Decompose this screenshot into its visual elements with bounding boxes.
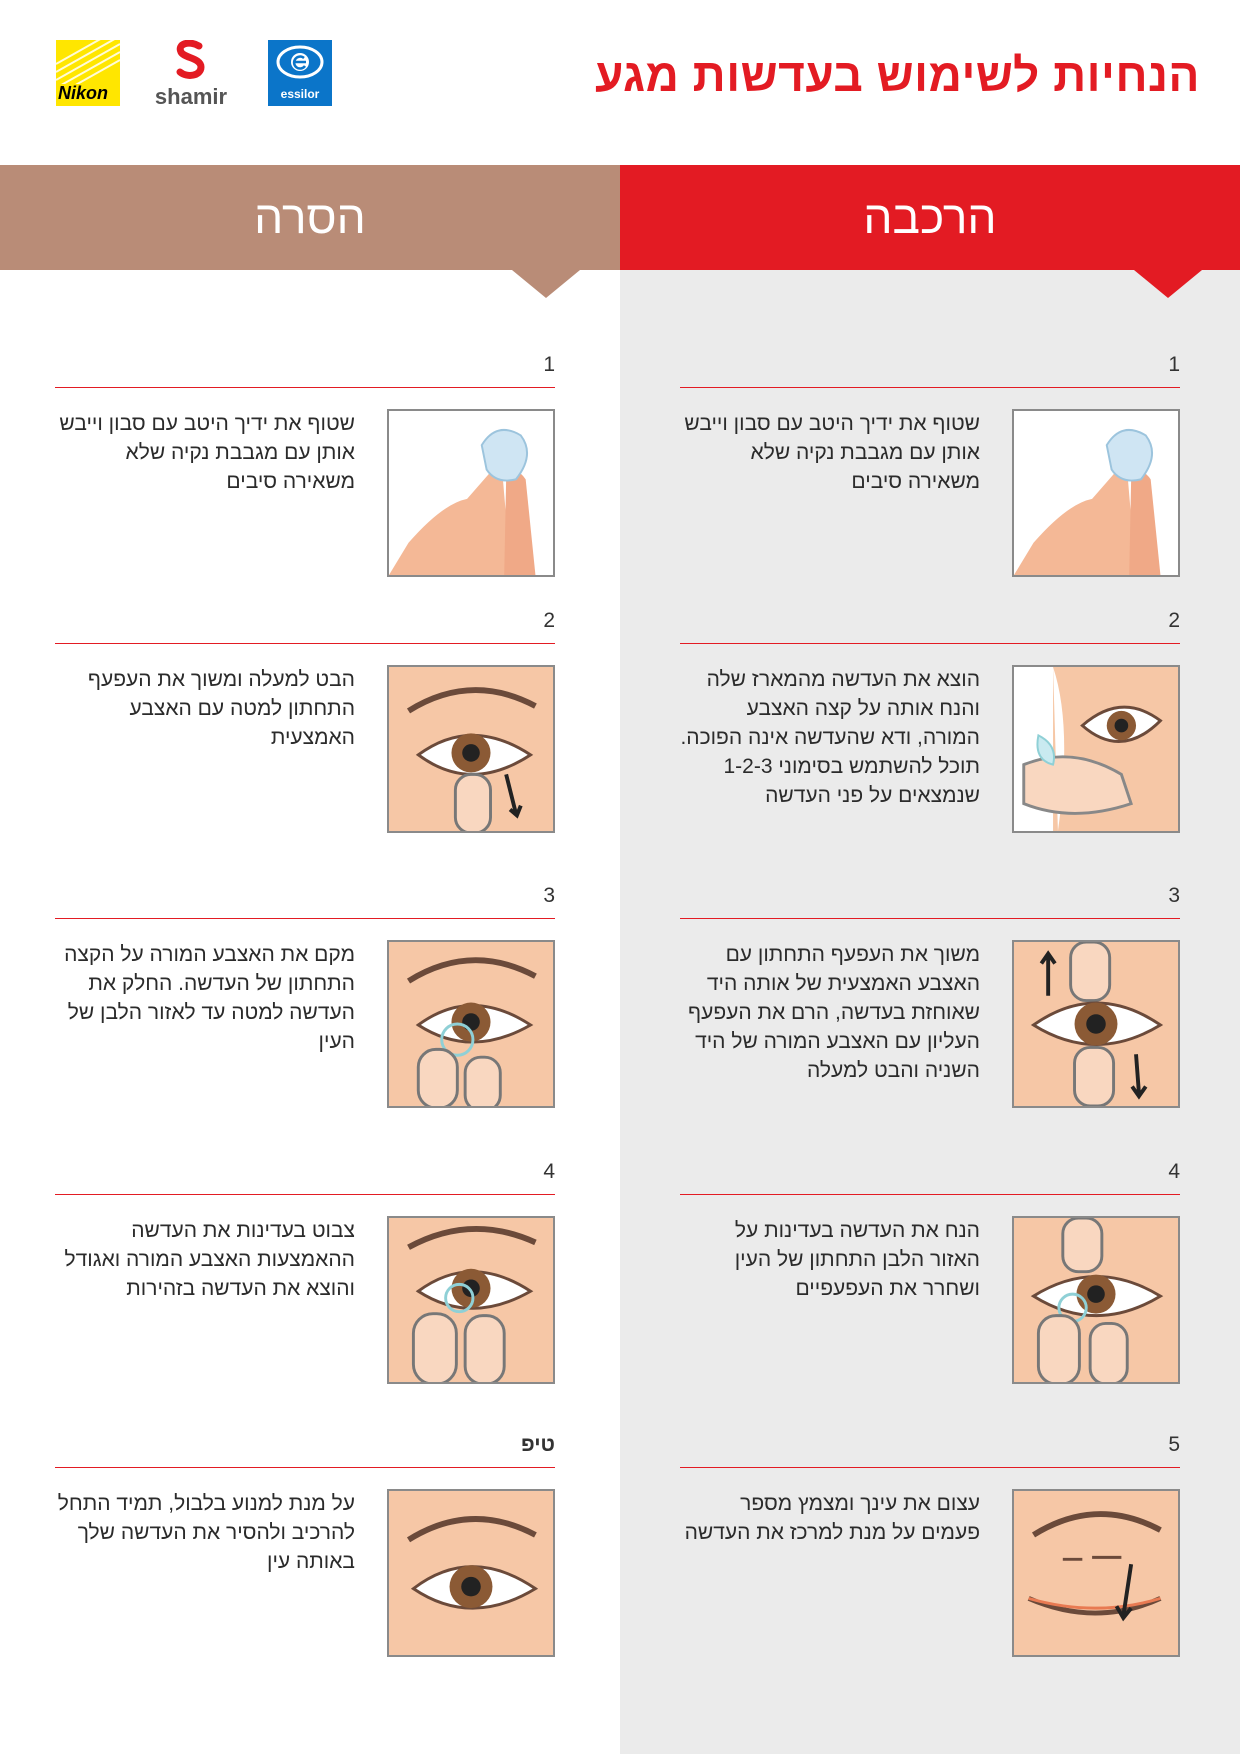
divider xyxy=(680,1467,1180,1468)
nikon-logo xyxy=(56,40,120,106)
nikon-logo-text: Nikon xyxy=(58,83,109,103)
step-text: שטוף את ידיך היטב עם סבון וייבש אותן עם מגבבת נקיה שלא משאירה סיבים xyxy=(684,412,980,493)
divider xyxy=(55,387,555,388)
step-number: 3 xyxy=(543,884,555,907)
step-number: 3 xyxy=(1168,884,1180,907)
place-lens-icon xyxy=(1012,1216,1180,1384)
hands-washing-icon xyxy=(1012,409,1180,577)
pull-lower-lid-icon xyxy=(387,665,555,833)
step-text: עצום את עינך ומצמץ מספר פעמים על מנת למרכז את העדשה xyxy=(684,1492,980,1544)
step-text: שטוף את ידיך היטב עם סבון וייבש אותן עם מגבבת נקיה שלא משאירה סיבים xyxy=(59,412,355,493)
step-text: על מנת למנוע בלבול, תמיד התחל להרכיב ולהסיר את העדשה שלך באותה עין xyxy=(57,1492,355,1573)
shamir-s-icon xyxy=(151,40,231,80)
step-number: 1 xyxy=(543,353,555,376)
divider xyxy=(55,643,555,644)
step-number: 4 xyxy=(1168,1160,1180,1183)
divider xyxy=(55,1194,555,1195)
shamir-logo xyxy=(151,40,231,110)
divider xyxy=(680,1194,1180,1195)
removal-header: הסרה xyxy=(0,165,620,270)
eye-icon xyxy=(387,1489,555,1657)
insertion-header-pointer xyxy=(1134,270,1202,298)
tip-label: טיפ xyxy=(520,1433,555,1456)
open-eyelids-icon xyxy=(1012,940,1180,1108)
shamir-logo-text: shamir xyxy=(154,84,228,109)
nikon-rays-icon xyxy=(56,40,120,84)
divider xyxy=(680,387,1180,388)
page-title: הנחיות לשימוש בעדשות מגע xyxy=(594,49,1200,101)
lens-on-finger-icon xyxy=(1012,665,1180,833)
essilor-e-icon xyxy=(268,40,332,86)
divider xyxy=(680,918,1180,919)
insertion-header: הרכבה xyxy=(620,165,1240,270)
pinch-lens-icon xyxy=(387,1216,555,1384)
removal-header-pointer xyxy=(512,270,580,298)
divider xyxy=(55,1467,555,1468)
divider xyxy=(680,643,1180,644)
step-text: משוך את העפעף התחתון עם האצבע האמצעית של אותה היד שאוחזת בעדשה, הרם את העפעף העליון עם האצבע המורה של היד השניה והבט למעלה xyxy=(688,943,980,1082)
divider xyxy=(55,918,555,919)
step-number: 1 xyxy=(1168,353,1180,376)
step-text: צבוט בעדינות את העדשה ההאמצעות האצבע המורה ואגודל והוצא את העדשה בזהירות xyxy=(64,1219,355,1300)
step-text: הבט למעלה ומשוך את העפעף התחתון למטה עם האצבע האמצעית xyxy=(87,668,355,749)
step-number: 2 xyxy=(1168,609,1180,632)
step-number: 2 xyxy=(543,609,555,632)
step-number: 4 xyxy=(543,1160,555,1183)
essilor-logo-text: essilor xyxy=(280,87,320,101)
step-text: הוצא את העדשה מהמארז שלה והנח אותה על קצה האצבע המורה, ודא שהעדשה אינה הפוכה. תוכל להשתמש בסימוני 1-2-3 שנמצאים על פני העדשה xyxy=(680,668,980,807)
hands-washing-icon xyxy=(387,409,555,577)
step-text: מקם את האצבע המורה על הקצה התחתון של העדשה. החלק את העדשה למטה עד לאזור הלבן של העין xyxy=(64,943,355,1053)
slide-lens-icon xyxy=(387,940,555,1108)
step-text: הנח את העדשה בעדינות על האזור הלבן התחתון של העין ושחרר את העפעפיים xyxy=(734,1219,980,1300)
brand-logos xyxy=(56,40,336,110)
step-number: 5 xyxy=(1168,1433,1180,1456)
closed-eye-icon xyxy=(1012,1489,1180,1657)
essilor-logo xyxy=(268,40,332,106)
